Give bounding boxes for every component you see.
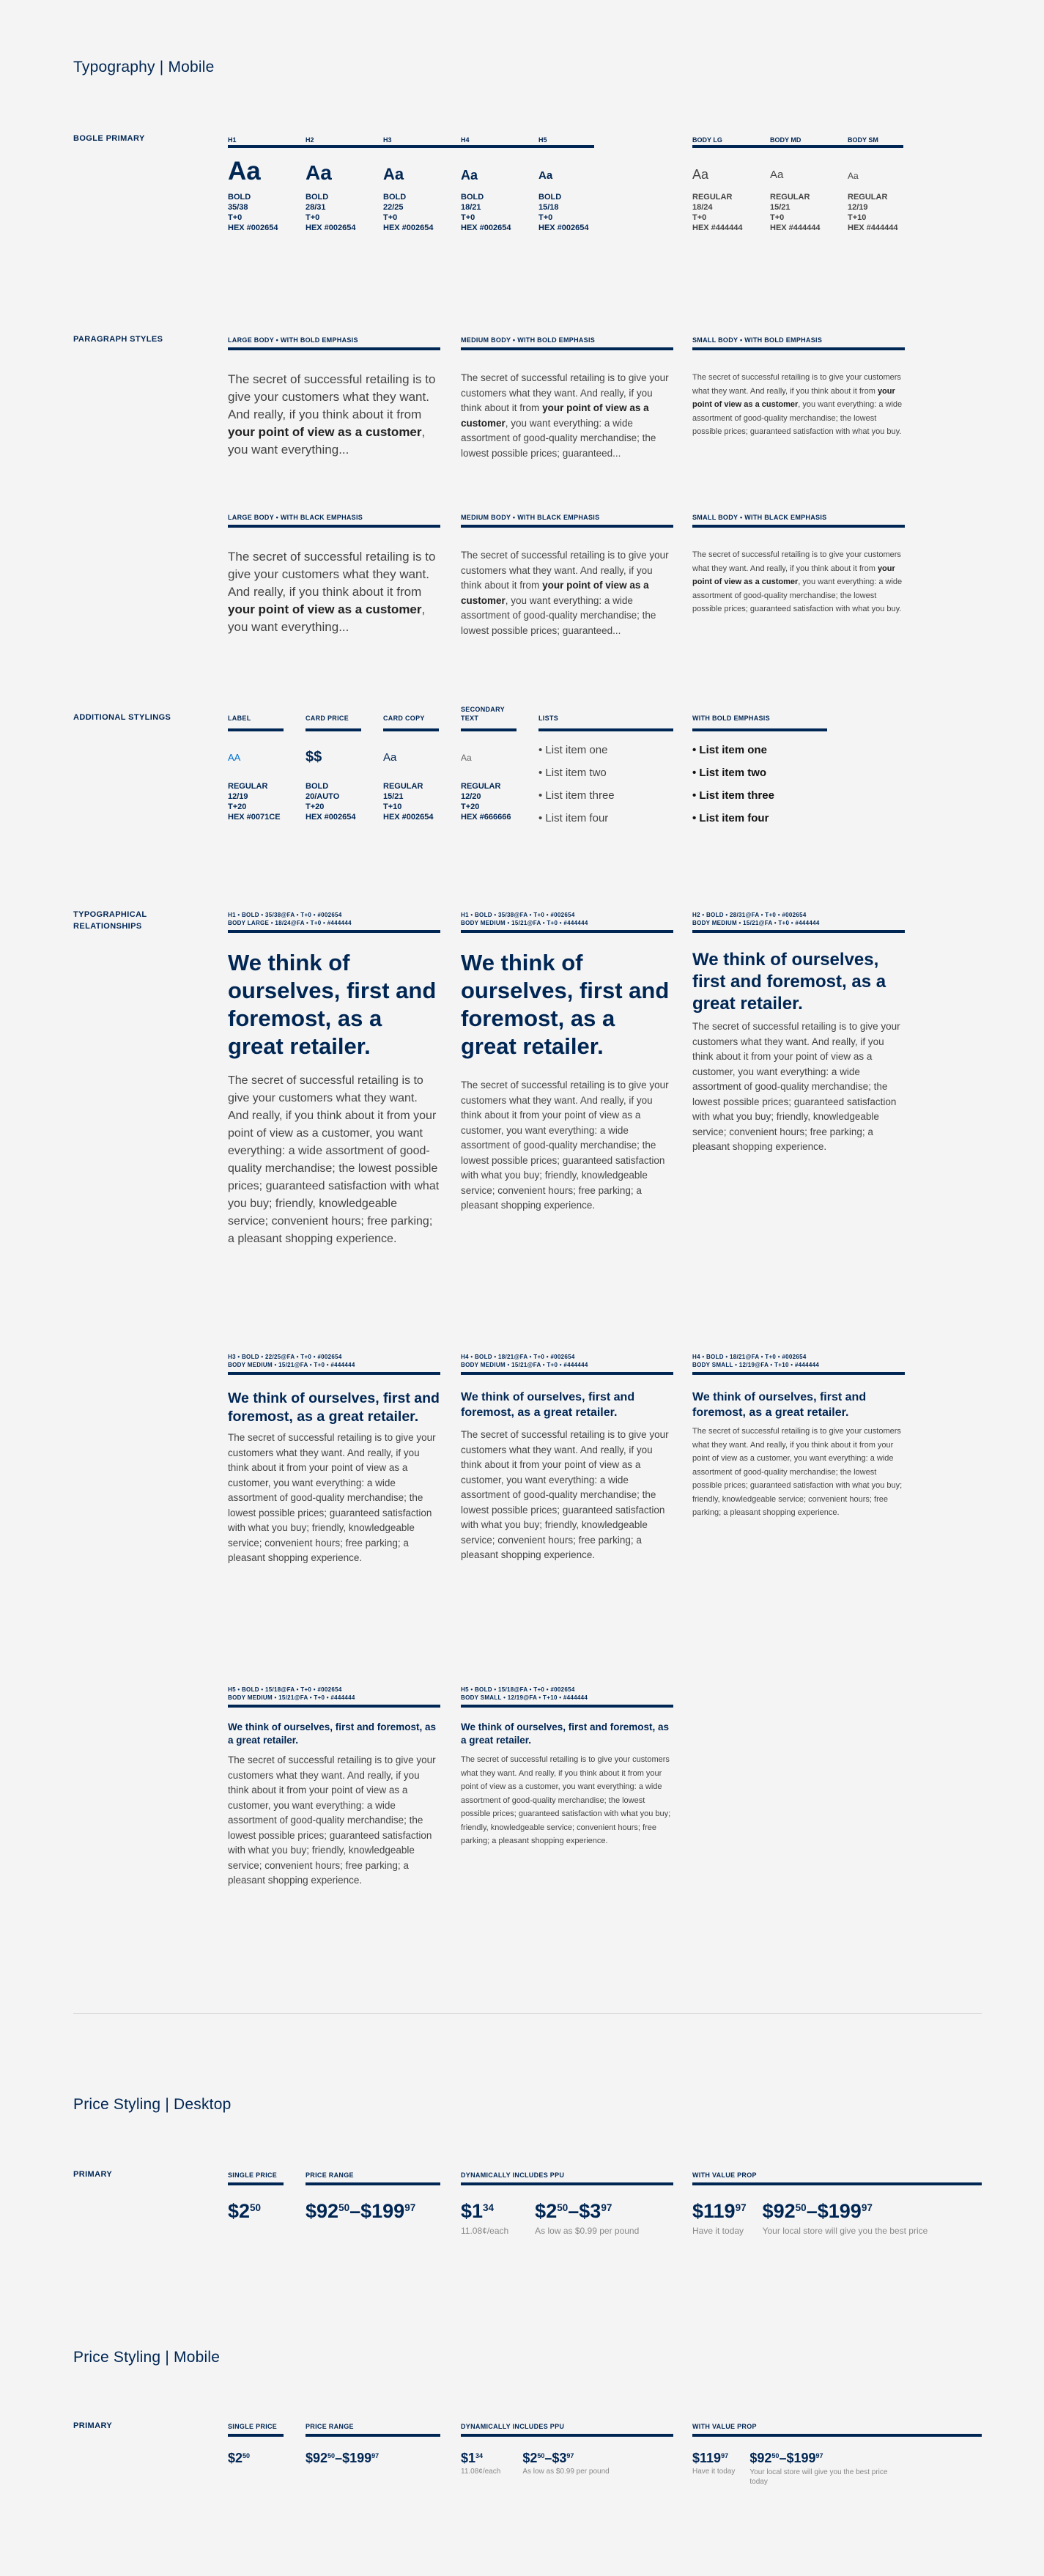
- heading-spec-h3: H3 Aa BOLD 22/25 T+0 HEX #002654: [383, 136, 434, 232]
- styling-label: LABEL AA REGULAR 12/19 T+20 HEX #0071CE: [228, 714, 284, 822]
- list-item: • List item three: [692, 789, 774, 802]
- page-title-price-desktop: Price Styling | Desktop: [73, 2096, 232, 2113]
- heading-spec-h1: H1 Aa BOLD 35/38 T+0 HEX #002654: [228, 136, 278, 232]
- desktop-ppu: DYNAMICALLY INCLUDES PPU $\$1^{34}$ 11.08¢/each $\$2^{50}-\$3^{97}$ As low as $0.99 per pound: [461, 2171, 673, 2236]
- paragraph-medium-bold: MEDIUM BODY • WITH BOLD EMPHASIS The secret of successful retailing is to give your customers what they want. And really, if you think about it from your point of view as a customer, you want everything: a wide assortment of good-quality merchandise; the lowest possible prices; guaranteed...: [461, 336, 673, 461]
- section-label-paragraph-styles: PARAGRAPH STYLES: [73, 335, 163, 344]
- relationship-h5-small: H5 • BOLD • 15/18@FA • T+0 • #002654 BODY SMALL • 12/19@FA • T+10 • #444444 We think of ourselves, first and foremost, as a great retailer. The secret of successful retailing is to give your customers what they want. And really, if you think about it from your point of view as a customer, you want everything: a wide assortment of good-quality merchandise; the lowest possible prices; guaranteed satisfaction with what you buy; friendly, knowledgeable service; convenient hours; free parking; a pleasant shopping experience.: [461, 1686, 673, 1848]
- section-divider: [73, 2013, 982, 2014]
- relationship-h3-medium: H3 • BOLD • 22/25@FA • T+0 • #002654 BODY MEDIUM • 15/21@FA • T+0 • #444444 We think of ourselves, first and foremost, as a great retailer. The secret of successful retailing is to give your customers what they want. And really, if you think about it from your point of view as a customer, you want everything: a wide assortment of good-quality merchandise; the lowest possible prices; guaranteed satisfaction with what you buy; friendly, knowledgeable service; convenient hours; free parking; a pleasant shopping experience.: [228, 1354, 440, 1563]
- styling-secondary-text: SECONDARY TEXT Aa REGULAR 12/20 T+20 HEX #666666: [461, 705, 517, 822]
- mobile-ppu: DYNAMICALLY INCLUDES PPU $\$1^{34}$ 11.08¢/each $\$2^{50}-\$3^{97}$ As low as $0.99 per pound: [461, 2422, 673, 2476]
- list-item: • List item one: [692, 744, 767, 756]
- paragraph-small-bold: SMALL BODY • WITH BOLD EMPHASIS The secret of successful retailing is to give your customers what they want. And really, if you think about it from your point of view as a customer, you want everything: a wide assortment of good-quality merchandise; the lowest possible prices; guaranteed satisfaction with what you buy.: [692, 336, 905, 439]
- list-item: • List item three: [538, 789, 615, 802]
- body-spec-lg: BODY LG Aa REGULAR 18/24 T+0 HEX #444444: [692, 136, 743, 232]
- styling-card-copy: CARD COPY Aa REGULAR 15/21 T+10 HEX #002654: [383, 714, 439, 822]
- paragraph-medium-black: MEDIUM BODY • WITH BLACK EMPHASIS The secret of successful retailing is to give your customers what they want. And really, if you think about it from your point of view as a customer, you want everything: a wide assortment of good-quality merchandise; the lowest possible prices; guaranteed...: [461, 513, 673, 638]
- styling-card-price: CARD PRICE $$ BOLD 20/AUTO T+20 HEX #002654: [306, 714, 361, 822]
- body-spec-sm: BODY SM Aa REGULAR 12/19 T+10 HEX #444444: [848, 136, 898, 232]
- desktop-price-range: PRICE RANGE $\$92^{50}-\$199^{97}$: [306, 2171, 440, 2221]
- page-title-typography-mobile: Typography | Mobile: [73, 59, 215, 75]
- desktop-single-price: SINGLE PRICE $\$2^{50}$: [228, 2171, 284, 2221]
- heading-spec-h4: H4 Aa BOLD 18/21 T+0 HEX #002654: [461, 136, 511, 232]
- mobile-price-range: PRICE RANGE $\$92^{50}-\$199^{97}$: [306, 2422, 440, 2465]
- list-item: • List item one: [538, 744, 608, 756]
- relationship-h5-medium: H5 • BOLD • 15/18@FA • T+0 • #002654 BODY MEDIUM • 15/21@FA • T+0 • #444444 We think of ourselves, first and foremost, as a great retailer. The secret of successful retailing is to give your customers what they want. And really, if you think about it from your point of view as a customer, you want everything: a wide assortment of good-quality merchandise; the lowest possible prices; guaranteed satisfaction with what you buy; friendly, knowledgeable service; convenient hours; free parking; a pleasant shopping experience.: [228, 1686, 440, 1889]
- section-label-bogle-primary: BOGLE PRIMARY: [73, 134, 145, 143]
- body-spec-md: BODY MD Aa REGULAR 15/21 T+0 HEX #444444: [770, 136, 821, 232]
- desktop-value-prop: WITH VALUE PROP $\$119^{97}$ Have it today $\$92^{50}-\$199^{97}$ Your local store will give you the best price: [692, 2171, 982, 2236]
- mobile-value-prop: WITH VALUE PROP $\$119^{97}$ Have it today $\$92^{50}-\$199^{97}$ Your local store will give you the best price today: [692, 2422, 982, 2487]
- heading-spec-h2: H2 Aa BOLD 28/31 T+0 HEX #002654: [306, 136, 356, 232]
- paragraph-large-black: LARGE BODY • WITH BLACK EMPHASIS The secret of successful retailing is to give your customers what they want. And really, if you think about it from your point of view as a customer, you want everything...: [228, 513, 440, 636]
- list-item: • List item two: [692, 767, 767, 779]
- section-label-typographical-relationships: TYPOGRAPHICAL RELATIONSHIPS: [73, 910, 147, 931]
- relationship-h4-small: H4 • BOLD • 18/21@FA • T+0 • #002654 BODY SMALL • 12/19@FA • T+10 • #444444 We think of ourselves, first and foremost, as a great retailer. The secret of successful retailing is to give your customers what they want. And really, if you think about it from your point of view as a customer, you want everything: a wide assortment of good-quality merchandise; the lowest possible prices; guaranteed satisfaction with what you buy; friendly, knowledgeable service; convenient hours; free parking; a pleasant shopping experience.: [692, 1353, 905, 1520]
- list-item: • List item four: [692, 812, 769, 824]
- relationship-h2-medium: H2 • BOLD • 28/31@FA • T+0 • #002654 BODY MEDIUM • 15/21@FA • T+0 • #444444 We think of ourselves, first and foremost, as a great retailer. The secret of successful retailing is to give your customers what they want. And really, if you think about it from your point of view as a customer, you want everything: a wide assortment of good-quality merchandise; the lowest possible prices; guaranteed satisfaction with what you buy; friendly, knowledgeable service; convenient hours; free parking; a pleasant shopping experience.: [692, 911, 905, 1155]
- section-label-primary-mobile: PRIMARY: [73, 2421, 113, 2430]
- styling-lists: LISTS • List item one • List item two • List item three • List item four: [538, 714, 673, 830]
- relationship-h1-medium: H1 • BOLD • 35/38@FA • T+0 • #002654 BODY MEDIUM • 15/21@FA • T+0 • #444444 We think of ourselves, first and foremost, as a great retailer. The secret of successful retailing is to give your customers what they want. And really, if you think about it from your point of view as a customer, you want everything: a wide assortment of good-quality merchandise; the lowest possible prices; guaranteed satisfaction with what you buy; friendly, knowledgeable service; convenient hours; free parking; a pleasant shopping experience.: [461, 911, 673, 1214]
- page-title-price-mobile: Price Styling | Mobile: [73, 2349, 221, 2366]
- mobile-single-price: SINGLE PRICE $\$2^{50}$: [228, 2422, 284, 2465]
- styling-lists-bold: WITH BOLD EMPHASIS • List item one • List item two • List item three • List item four: [692, 714, 827, 830]
- list-item: • List item four: [538, 812, 609, 824]
- list-item: • List item two: [538, 767, 607, 779]
- heading-spec-h5: H5 Aa BOLD 15/18 T+0 HEX #002654: [538, 136, 589, 232]
- paragraph-small-black: SMALL BODY • WITH BLACK EMPHASIS The secret of successful retailing is to give your customers what they want. And really, if you think about it from your point of view as a customer, you want everything: a wide assortment of good-quality merchandise; the lowest possible prices; guaranteed satisfaction with what you buy.: [692, 513, 905, 616]
- relationship-h1-large: H1 • BOLD • 35/38@FA • T+0 • #002654 BODY LARGE • 18/24@FA • T+0 • #444444 We think of ourselves, first and foremost, as a great retailer. The secret of successful retailing is to give your customers what they want. And really, if you think about it from your point of view as a customer, you want everything: a wide assortment of good-quality merchandise; the lowest possible prices; guaranteed satisfaction with what you buy; friendly, knowledgeable service; convenient hours; free parking; a pleasant shopping experience.: [228, 912, 440, 1245]
- relationship-h4-medium: H4 • BOLD • 18/21@FA • T+0 • #002654 BODY MEDIUM • 15/21@FA • T+0 • #444444 We think of ourselves, first and foremost, as a great retailer. The secret of successful retailing is to give your customers what they want. And really, if you think about it from your point of view as a customer, you want everything: a wide assortment of good-quality merchandise; the lowest possible prices; guaranteed satisfaction with what you buy; friendly, knowledgeable service; convenient hours; free parking; a pleasant shopping experience.: [461, 1353, 673, 1563]
- section-label-additional-stylings: ADDITIONAL STYLINGS: [73, 713, 171, 722]
- section-label-primary-desktop: PRIMARY: [73, 2170, 113, 2179]
- paragraph-large-bold: LARGE BODY • WITH BOLD EMPHASIS The secret of successful retailing is to give your customers what they want. And really, if you think about it from your point of view as a customer, you want everything...: [228, 336, 440, 459]
